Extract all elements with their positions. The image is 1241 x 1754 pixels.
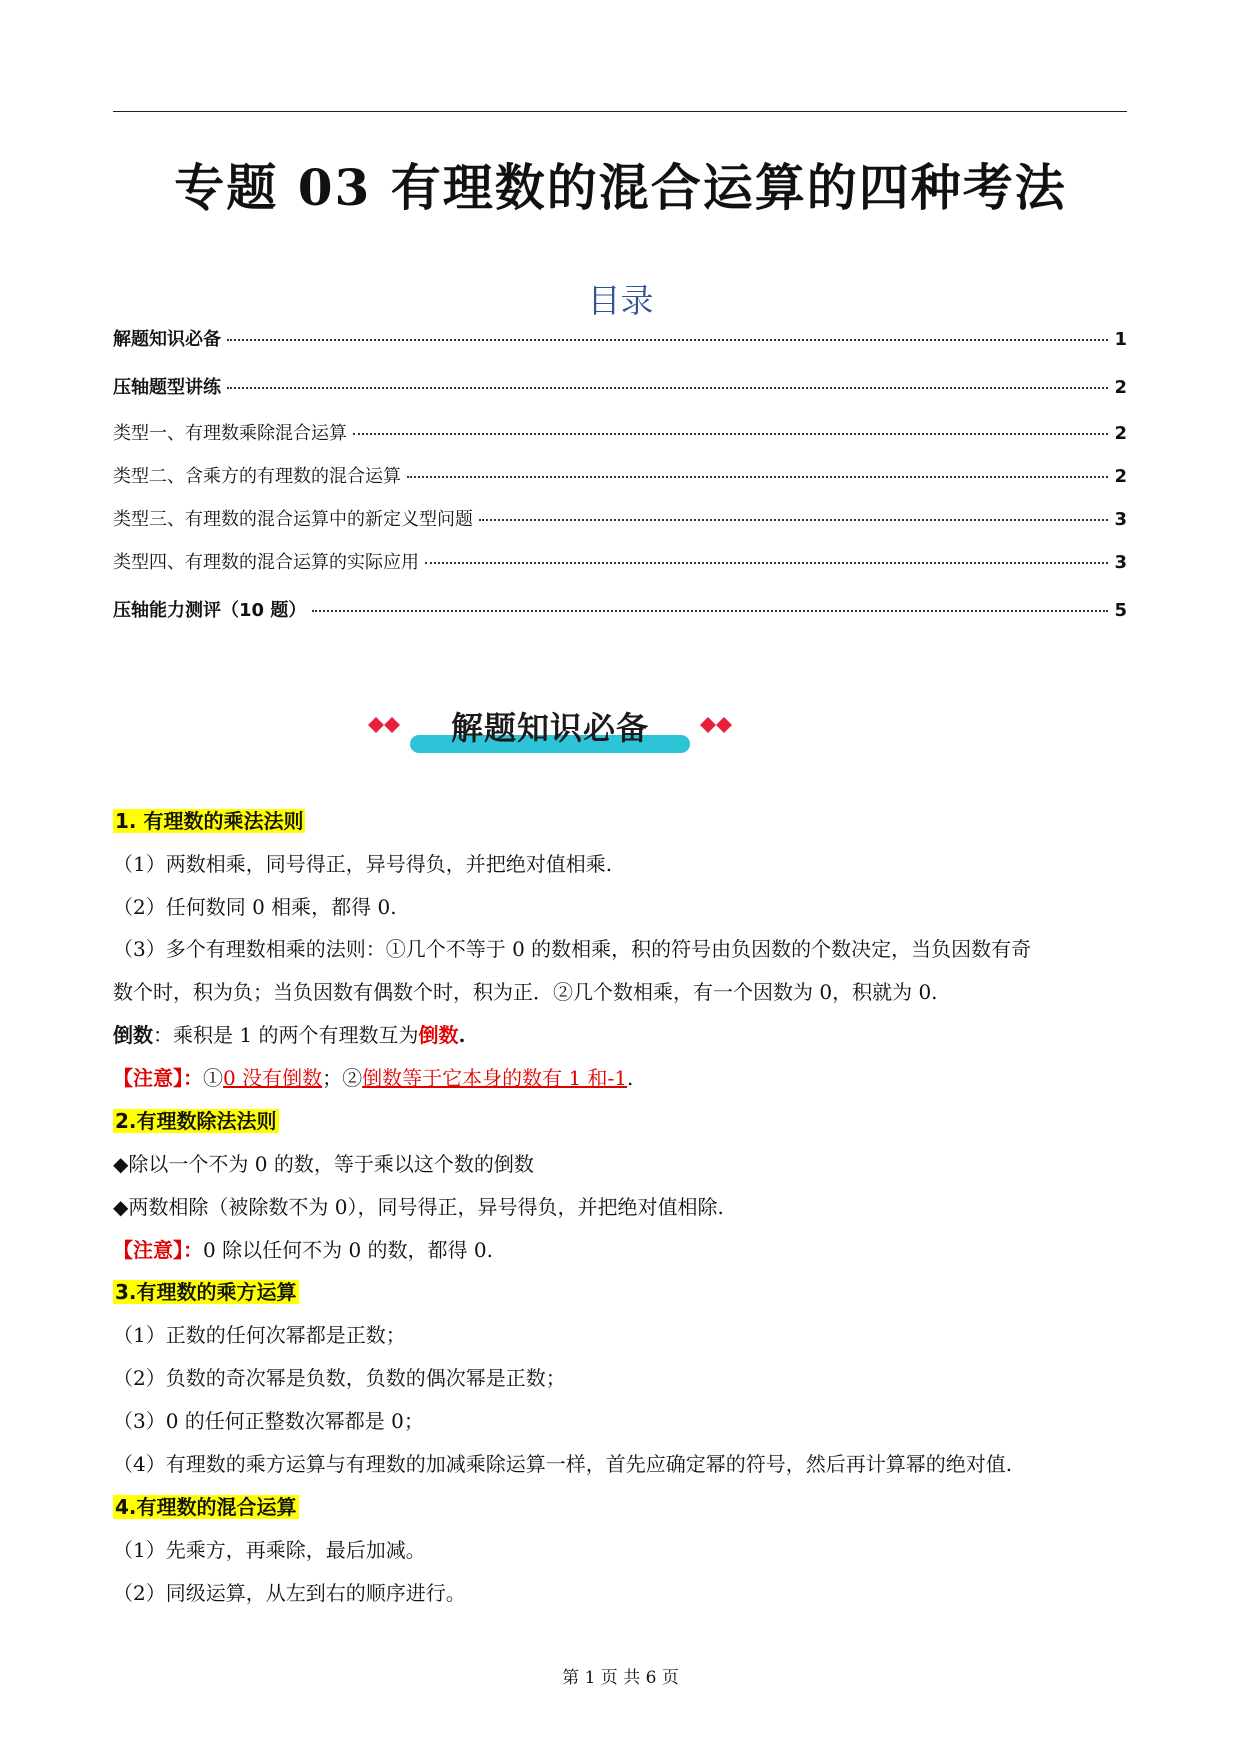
toc-item-type2[interactable]	[113, 462, 1127, 488]
note-underlined: 倒数等于它本身的数有 1 和-1	[362, 1066, 628, 1090]
term-label: 倒数	[113, 1023, 153, 1047]
highlighted-heading: 1. 有理数的乘法法则	[115, 809, 304, 833]
toc-item-page: 2	[1114, 423, 1127, 444]
toc-leader-dots	[407, 476, 1108, 478]
toc-leader-dots	[227, 387, 1108, 389]
section-4-heading	[113, 1491, 299, 1520]
note-text: 0 除以任何不为 0 的数，都得 0.	[203, 1238, 493, 1262]
toc-leader-dots	[425, 562, 1108, 564]
toc-leader-dots	[479, 519, 1108, 521]
toc-item-assessment[interactable]	[113, 596, 1127, 622]
toc-item-type1[interactable]	[113, 419, 1127, 445]
note-separator: ；②	[322, 1066, 363, 1090]
section-2-heading	[113, 1105, 279, 1134]
note-line	[113, 1062, 633, 1091]
page-footer: 第 1 页 共 6 页	[562, 1668, 679, 1688]
toc-item-label: 类型二、含乘方的有理数的混合运算	[113, 466, 401, 487]
toc-item-label: 压轴能力测评（10 题）	[113, 600, 307, 621]
text-line: （1）两数相乘，同号得正，异号得负，并把绝对值相乘.	[113, 852, 613, 876]
toc-item-knowledge[interactable]	[113, 325, 1127, 351]
text-line: ◆两数相除（被除数不为 0），同号得正，异号得负，并把绝对值相除.	[113, 1195, 724, 1219]
toc-leader-dots	[353, 433, 1108, 435]
toc-item-label: 类型四、有理数的混合运算的实际应用	[113, 552, 419, 573]
toc-item-page: 1	[1114, 329, 1127, 350]
toc-item-page: 5	[1114, 600, 1127, 621]
note-underlined: 0 没有倒数	[223, 1066, 323, 1090]
toc-leader-dots	[312, 610, 1108, 612]
toc-item-practice[interactable]	[113, 373, 1127, 399]
text-line: （3）多个有理数相乘的法则：①几个不等于 0 的数相乘，积的符号由负因数的个数决定，当负因数有奇	[113, 937, 1032, 961]
section-3-heading	[113, 1276, 299, 1305]
highlighted-heading: 3.有理数的乘方运算	[115, 1280, 297, 1304]
toc-item-type4[interactable]	[113, 548, 1127, 574]
note-label: 【注意】：	[113, 1066, 203, 1090]
toc-leader-dots	[227, 339, 1108, 341]
toc-item-label: 压轴题型讲练	[113, 377, 221, 398]
text-line: 数个时，积为负；当负因数有偶数个时，积为正．②几个数相乘，有一个因数为 0，积就为 0.	[113, 980, 938, 1004]
circle-num: ①	[203, 1066, 223, 1090]
text-line: （1）先乘方，再乘除，最后加减。	[113, 1538, 426, 1562]
section-banner	[360, 697, 740, 759]
toc-item-page: 3	[1114, 509, 1127, 530]
toc-item-label: 解题知识必备	[113, 329, 221, 350]
note-line	[113, 1234, 493, 1263]
text-line: （2）负数的奇次幂是负数，负数的偶次幂是正数；	[113, 1366, 566, 1390]
toc-item-page: 2	[1114, 466, 1127, 487]
term-highlight: 倒数	[418, 1023, 459, 1047]
toc-item-label: 类型三、有理数的混合运算中的新定义型问题	[113, 509, 473, 530]
toc-heading: 目录	[587, 281, 654, 320]
toc-item-label: 类型一、有理数乘除混合运算	[113, 423, 347, 444]
top-rule	[113, 111, 1127, 112]
note-label: 【注意】：	[113, 1238, 203, 1262]
period: .	[627, 1066, 634, 1090]
definition-text: ：乘积是 1 的两个有理数互为	[153, 1023, 419, 1047]
highlighted-heading: 4.有理数的混合运算	[115, 1495, 297, 1519]
text-line: （1）正数的任何次幂都是正数；	[113, 1323, 406, 1347]
reciprocal-definition	[113, 1019, 465, 1048]
text-line: ◆除以一个不为 0 的数，等于乘以这个数的倒数	[113, 1152, 534, 1176]
banner-title: 解题知识必备	[450, 709, 649, 747]
highlighted-heading: 2.有理数除法法则	[115, 1109, 277, 1133]
toc-item-type3[interactable]	[113, 505, 1127, 531]
section-1-heading	[113, 805, 305, 834]
page-title: 专题 03 有理数的混合运算的四种考法	[174, 158, 1067, 217]
text-line: （3）0 的任何正整数次幂都是 0；	[113, 1409, 424, 1433]
toc-item-page: 2	[1114, 377, 1127, 398]
period: .	[458, 1023, 466, 1047]
text-line: （2）任何数同 0 相乘，都得 0.	[113, 895, 397, 919]
toc-item-page: 3	[1114, 552, 1127, 573]
text-line: （4）有理数的乘方运算与有理数的加减乘除运算一样，首先应确定幂的符号，然后再计算幂的绝对值.	[113, 1452, 1013, 1476]
text-line: （2）同级运算，从左到右的顺序进行。	[113, 1581, 466, 1605]
